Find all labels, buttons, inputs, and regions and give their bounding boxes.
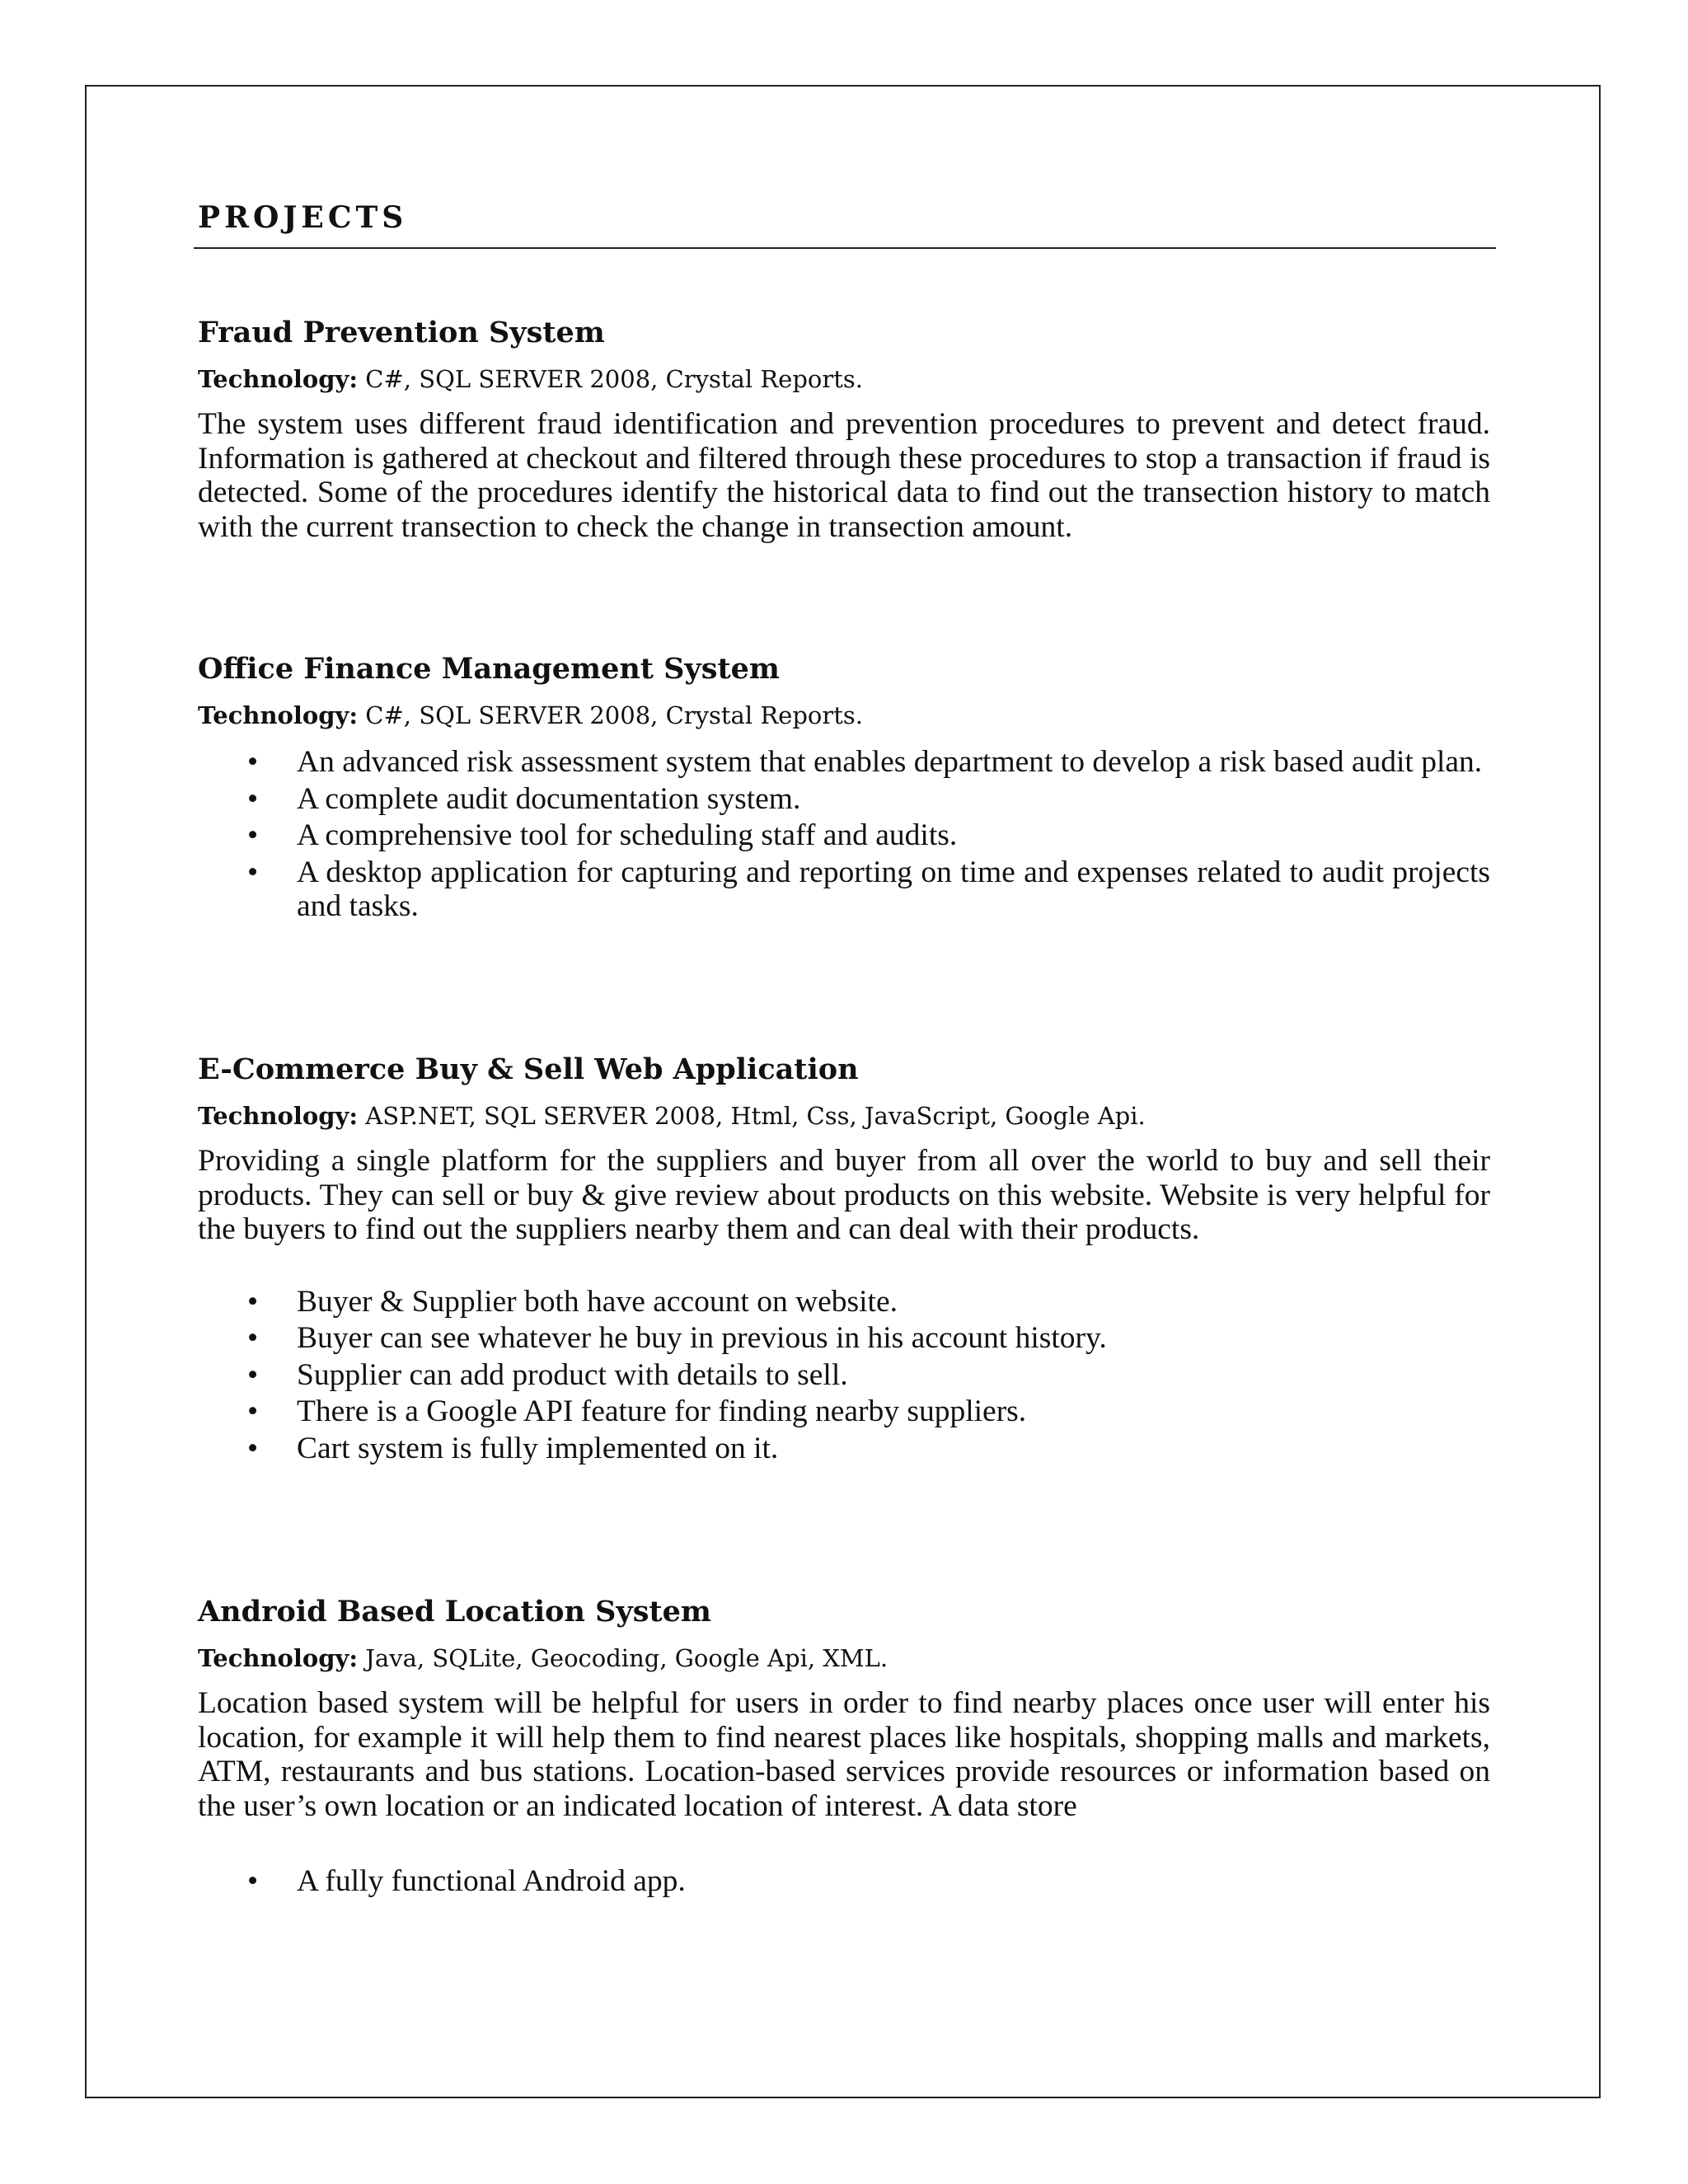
bullet-icon: • [247, 1394, 259, 1428]
bullet-icon: • [247, 855, 259, 889]
technology-value: Java, SQLite, Geocoding, Google Api, XML. [358, 1644, 889, 1672]
list-item [198, 1358, 1490, 1393]
list-item [198, 1321, 1490, 1356]
project-description: The system uses different fraud identification and prevention procedures to prevent and detect fraud. Information is gathered at checkout and filtered through these procedures to stop a transaction if fraud is detected. Some of the procedures identify the historical data to find out the transection history to match with the current transection to check the change in transection amount. [198, 407, 1490, 544]
bullet-icon: • [247, 781, 259, 816]
project-title: Fraud Prevention System [198, 316, 605, 349]
technology-label: Technology: [198, 1102, 359, 1130]
project-ecommerce [198, 1052, 1490, 1468]
bullet-icon: • [247, 818, 259, 852]
bullet-icon: • [247, 1284, 259, 1319]
resume-content [198, 194, 1490, 1898]
feature-list [198, 1864, 1490, 1899]
technology-line [198, 1099, 1490, 1132]
list-item-text: A fully functional Android app. [297, 1864, 686, 1898]
project-title: Android Based Location System [198, 1595, 711, 1629]
technology-label: Technology: [198, 701, 359, 729]
list-item [198, 818, 1490, 853]
list-item-text: An advanced risk assessment system that enables department to develop a risk based audit plan. [297, 745, 1483, 779]
list-item [198, 855, 1490, 924]
list-item [198, 782, 1490, 817]
list-item-text: Cart system is fully implemented on it. [297, 1431, 779, 1465]
project-description: Location based system will be helpful for users in order to find nearby places once user will enter his location, for example it will help them to find nearest places like hospitals, shopping malls and markets, ATM, restaurants and bus stations. Location-based services provide resources or information based on the user’s own location or an indicated location of interest. A data store [198, 1686, 1490, 1823]
list-item [198, 1432, 1490, 1466]
project-description: Providing a single platform for the suppliers and buyer from all over the world to buy and sell their products. They can sell or buy & give review about products on this website. Website is very helpful for the buyers to find out the suppliers nearby them and can deal with their products. [198, 1144, 1490, 1246]
list-item [198, 1285, 1490, 1319]
list-item-text: Buyer can see whatever he buy in previous in his account history. [297, 1321, 1107, 1355]
project-title: Office Finance Management System [198, 652, 780, 686]
technology-line [198, 363, 1490, 396]
project-title: E-Commerce Buy & Sell Web Application [198, 1052, 859, 1086]
technology-label: Technology: [198, 365, 359, 393]
list-item [198, 1864, 1490, 1899]
section-heading: PROJECTS [198, 200, 408, 235]
project-fraud-prevention [198, 315, 1490, 544]
bullet-icon: • [247, 1431, 259, 1465]
project-office-finance [198, 651, 1490, 926]
list-item [198, 745, 1490, 780]
feature-list [198, 1285, 1490, 1466]
technology-label: Technology: [198, 1644, 359, 1672]
bullet-icon: • [247, 1357, 259, 1392]
list-item-text: A complete audit documentation system. [297, 781, 801, 816]
list-item-text: A comprehensive tool for scheduling staff and audits. [297, 818, 958, 852]
list-item-text: There is a Google API feature for finding nearby suppliers. [297, 1394, 1027, 1428]
list-item [198, 1394, 1490, 1429]
technology-value: C#, SQL SERVER 2008, Crystal Reports. [358, 701, 863, 729]
bullet-icon: • [247, 745, 259, 779]
heading-divider [194, 247, 1496, 249]
feature-list [198, 745, 1490, 924]
list-item-text: Buyer & Supplier both have account on website. [297, 1284, 898, 1319]
bullet-icon: • [247, 1864, 259, 1898]
technology-line [198, 1642, 1490, 1675]
list-item-text: Supplier can add product with details to sell. [297, 1357, 848, 1392]
technology-line [198, 699, 1490, 732]
list-item-text: A desktop application for capturing and reporting on time and expenses related to audit projects and tasks. [297, 855, 1490, 923]
bullet-icon: • [247, 1321, 259, 1355]
technology-value: C#, SQL SERVER 2008, Crystal Reports. [358, 365, 863, 393]
technology-value: ASP.NET, SQL SERVER 2008, Html, Css, JavaScript, Google Api. [358, 1102, 1146, 1130]
project-android-location [198, 1594, 1490, 1899]
